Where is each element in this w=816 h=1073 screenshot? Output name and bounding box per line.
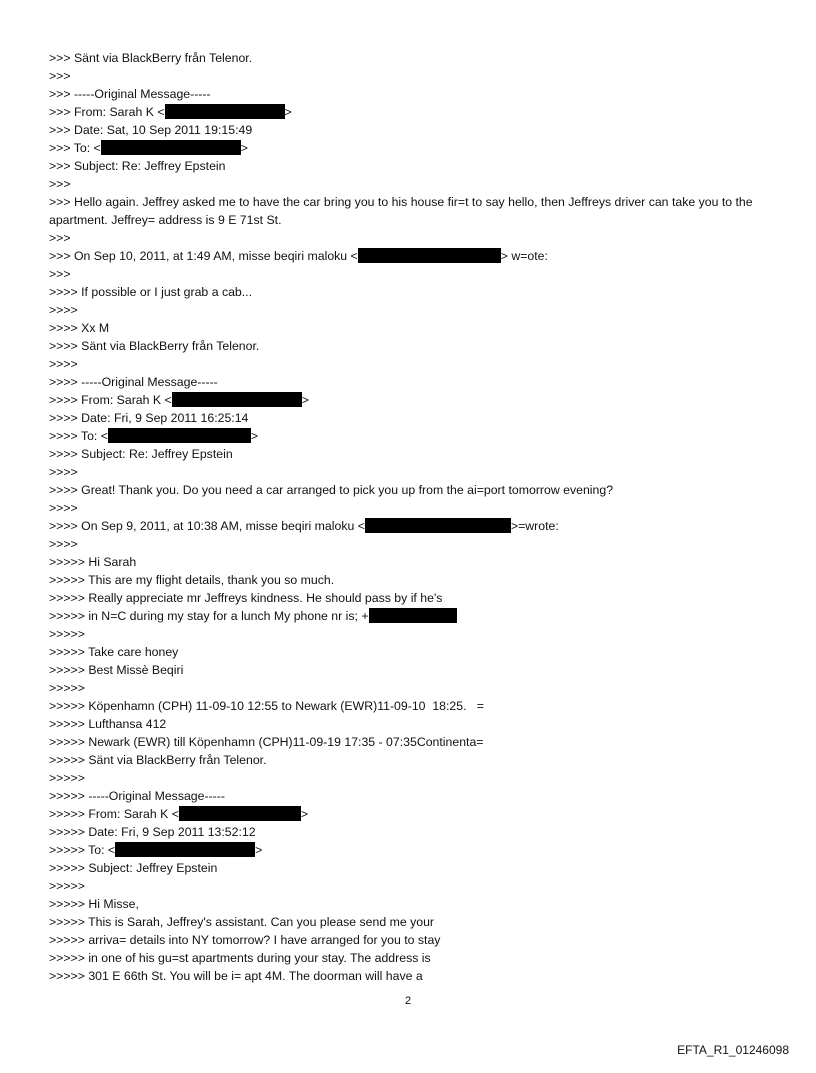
email-line bbox=[49, 85, 789, 103]
email-line-suffix: > bbox=[240, 141, 248, 155]
email-line-text: >>>>> Lufthansa 412 bbox=[49, 717, 167, 731]
email-line-suffix: > bbox=[300, 807, 309, 821]
email-line-text: >>>>> bbox=[49, 771, 85, 785]
email-line bbox=[49, 733, 789, 751]
email-line-text: >>>> Date: Fri, 9 Sep 2011 16:25:14 bbox=[49, 411, 249, 425]
email-line-text: >>>>> Newark (EWR) till Köpenhamn (CPH)11-09-19 17:35 - 07:35Continenta= bbox=[49, 735, 484, 749]
email-line-suffix: > w=ote: bbox=[500, 249, 548, 263]
email-line-text: >>> From: Sarah K < bbox=[49, 105, 165, 119]
email-line-text: >>> bbox=[49, 267, 71, 281]
email-line-text: >>>>> in N=C during my stay for a lunch My phone nr is; + bbox=[49, 609, 369, 623]
email-line bbox=[49, 463, 789, 481]
email-line-text: >>>>> Really appreciate mr Jeffreys kindness. He should pass by if he's bbox=[49, 591, 443, 605]
email-line bbox=[49, 715, 789, 733]
email-line bbox=[49, 535, 789, 553]
email-line-text: >>>>> Date: Fri, 9 Sep 2011 13:52:12 bbox=[49, 825, 256, 839]
email-line bbox=[49, 949, 789, 967]
email-line-text: >>>> bbox=[49, 357, 78, 371]
email-line-text: >>>>> To: < bbox=[49, 843, 116, 857]
email-line-text: >>> bbox=[49, 231, 71, 245]
email-line bbox=[49, 355, 789, 373]
email-line bbox=[49, 805, 789, 823]
email-line-text: >>>> Great! Thank you. Do you need a car arranged to pick you up from the ai=port tomorrow evening? bbox=[49, 483, 614, 497]
email-line-text: >>>>> Best Missè Beqiri bbox=[49, 663, 184, 677]
email-line bbox=[49, 283, 789, 301]
email-line bbox=[49, 301, 789, 319]
email-body bbox=[49, 49, 789, 985]
redaction-box bbox=[101, 140, 241, 155]
email-line bbox=[49, 319, 789, 337]
email-line-text: >>>> From: Sarah K < bbox=[49, 393, 172, 407]
email-line-text: >>> bbox=[49, 69, 71, 83]
email-line-suffix: > bbox=[301, 393, 309, 407]
email-line bbox=[49, 769, 789, 787]
email-line-text: >>>> If possible or I just grab a cab... bbox=[49, 285, 253, 299]
email-line bbox=[49, 481, 789, 499]
email-line-text: >>>>> Hi Misse, bbox=[49, 897, 139, 911]
redaction-box bbox=[165, 104, 285, 119]
email-line bbox=[49, 643, 789, 661]
email-line bbox=[49, 697, 789, 715]
email-line bbox=[49, 157, 789, 175]
email-line bbox=[49, 859, 789, 877]
email-line-text: >>>>> Take care honey bbox=[49, 645, 179, 659]
email-line-text: >>>>> bbox=[49, 681, 85, 695]
redaction-box bbox=[179, 806, 301, 821]
email-line bbox=[49, 445, 789, 463]
email-line-text: >>>>> bbox=[49, 627, 85, 641]
email-line bbox=[49, 265, 789, 283]
email-line-text: >>>> Subject: Re: Jeffrey Epstein bbox=[49, 447, 233, 461]
email-line bbox=[49, 247, 789, 265]
email-line-text: >>>>> This is Sarah, Jeffrey's assistant. Can you please send me your bbox=[49, 915, 435, 929]
page-number: 2 bbox=[404, 995, 412, 1007]
email-line bbox=[49, 121, 789, 139]
email-line-text: >>> Subject: Re: Jeffrey Epstein bbox=[49, 159, 226, 173]
email-line-text: >>> Sänt via BlackBerry från Telenor. bbox=[49, 51, 253, 65]
email-line bbox=[49, 337, 789, 355]
email-line-text: >>>>> bbox=[49, 879, 85, 893]
email-line bbox=[49, 931, 789, 949]
email-line bbox=[49, 679, 789, 697]
email-line bbox=[49, 373, 789, 391]
email-line bbox=[49, 427, 789, 445]
email-line-text: >>>> Xx M bbox=[49, 321, 110, 335]
email-line-text: >>>>> in one of his gu=st apartments during your stay. The address is bbox=[49, 951, 431, 965]
email-line bbox=[49, 229, 789, 247]
email-line bbox=[49, 553, 789, 571]
email-line-text: >>>> bbox=[49, 501, 78, 515]
email-line bbox=[49, 175, 789, 193]
email-line bbox=[49, 67, 789, 85]
email-line bbox=[49, 877, 789, 895]
email-line-text: >>>>> -----Original Message----- bbox=[49, 789, 225, 803]
email-line bbox=[49, 409, 789, 427]
email-line bbox=[49, 139, 789, 157]
email-line bbox=[49, 607, 789, 625]
redaction-box bbox=[365, 518, 511, 533]
email-line-text: >>>>> arriva= details into NY tomorrow? I have arranged for you to stay bbox=[49, 933, 441, 947]
redaction-box bbox=[369, 608, 457, 623]
email-line-text: >>> On Sep 10, 2011, at 1:49 AM, misse beqiri maloku < bbox=[49, 249, 358, 263]
email-line-text: >>>> bbox=[49, 303, 78, 317]
email-line-suffix: > bbox=[250, 429, 259, 443]
email-line bbox=[49, 499, 789, 517]
email-line-text: >>>>> From: Sarah K < bbox=[49, 807, 179, 821]
email-line bbox=[49, 571, 789, 589]
email-line bbox=[49, 49, 789, 67]
email-line bbox=[49, 517, 789, 535]
email-line-text: >>> Hello again. Jeffrey asked me to have the car bring you to his house fir=t to say hello, then Jeffreys driver can take you to the apartment. Jeffrey= address is 9 E 71st St. bbox=[49, 195, 753, 227]
email-line bbox=[49, 193, 789, 229]
email-line-text: >>>> -----Original Message----- bbox=[49, 375, 218, 389]
email-line bbox=[49, 823, 789, 841]
email-line-text: >>>> bbox=[49, 537, 78, 551]
email-line-text: >>> To: < bbox=[49, 141, 101, 155]
email-line-text: >>> -----Original Message----- bbox=[49, 87, 211, 101]
email-line bbox=[49, 589, 789, 607]
email-line-text: >>>> Sänt via BlackBerry från Telenor. bbox=[49, 339, 260, 353]
email-line-text: >>>>> Subject: Jeffrey Epstein bbox=[49, 861, 218, 875]
email-line-text: >>>>> 301 E 66th St. You will be i= apt 4M. The doorman will have a bbox=[49, 969, 423, 983]
email-line-text: >>>>> Köpenhamn (CPH) 11-09-10 12:55 to Newark (EWR)11-09-10 18:25. = bbox=[49, 699, 484, 713]
email-line bbox=[49, 625, 789, 643]
email-line bbox=[49, 751, 789, 769]
email-line-text: >>>> On Sep 9, 2011, at 10:38 AM, misse beqiri maloku < bbox=[49, 519, 365, 533]
email-line bbox=[49, 913, 789, 931]
email-line-text: >>> bbox=[49, 177, 71, 191]
email-line-text: >>>>> Sänt via BlackBerry från Telenor. bbox=[49, 753, 267, 767]
email-line bbox=[49, 391, 789, 409]
email-line-text: >>> Date: Sat, 10 Sep 2011 19:15:49 bbox=[49, 123, 253, 137]
email-line-suffix: >=wrote: bbox=[510, 519, 559, 533]
email-line bbox=[49, 103, 789, 121]
email-line-text: >>>> To: < bbox=[49, 429, 108, 443]
email-line bbox=[49, 841, 789, 859]
redaction-box bbox=[358, 248, 501, 263]
redaction-box bbox=[108, 428, 251, 443]
email-line bbox=[49, 895, 789, 913]
email-line-suffix: > bbox=[255, 843, 263, 857]
email-line-text: >>>>> Hi Sarah bbox=[49, 555, 137, 569]
email-line-suffix: > bbox=[284, 105, 292, 119]
email-line-text: >>>> bbox=[49, 465, 78, 479]
bates-number: EFTA_R1_01246098 bbox=[677, 1043, 789, 1057]
email-line bbox=[49, 787, 789, 805]
email-line-text: >>>>> This are my flight details, thank you so much. bbox=[49, 573, 335, 587]
email-line bbox=[49, 967, 789, 985]
email-line bbox=[49, 661, 789, 679]
redaction-box bbox=[172, 392, 302, 407]
redaction-box bbox=[115, 842, 255, 857]
